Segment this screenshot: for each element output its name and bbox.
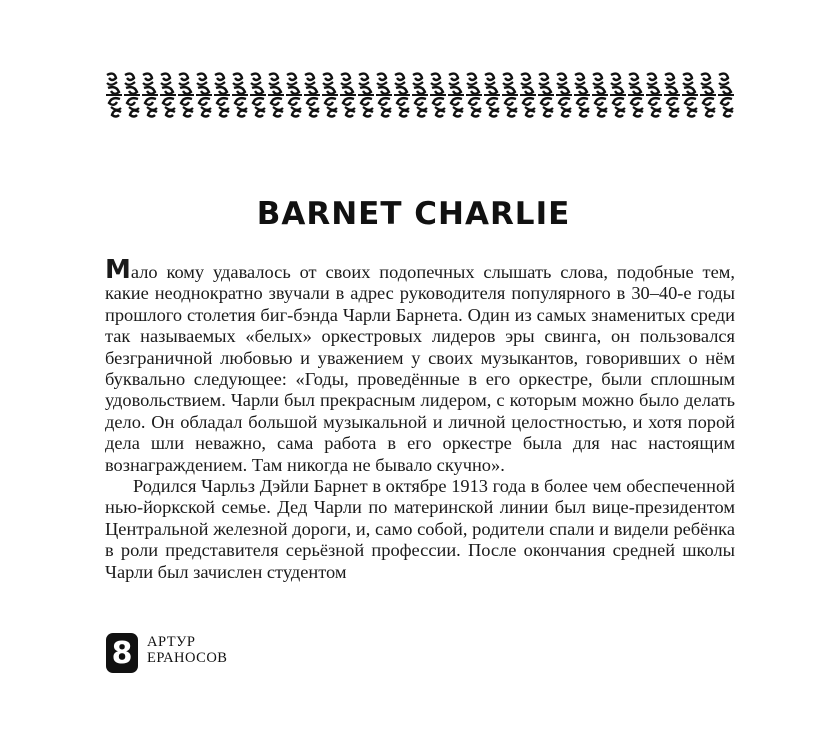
decorative-ornament-border	[105, 72, 735, 118]
author-name	[147, 634, 227, 666]
paragraph-text: ало кому удавалось от своих подопечных слышать слова, подобные тем, какие неоднократно звучали в адрес руководителя популярного в 30–40-е годы прошлого столетия биг-бэнда Чарли Барнета. Один из самых знаменитых среди так называемых «белых» оркестровых лидеров эры свинга, он пользовался безграничной любовью и уважением у своих музыкантов, говоривших о нём буквально следующее: «Годы, проведённые в его оркестре, были сплошным удовольствием. Чарли был прекрасным лидером, с которым можно было делать дело. Он обладал большой музыкальной и личной целостностью, и хотя порой дела шли неважно, сама работа в его оркестре была для нас настоящим вознаграждением. Там никогда не бывало скучно».	[105, 262, 735, 475]
drop-cap: М	[105, 255, 131, 285]
paragraph: Родился Чарльз Дэйли Барнет в октябре 1913 года в более чем обеспеченной нью-йоркской семье. Дед Чарли по материнской линии был вице-президентом Центральной железной дороги, и, само собой, родители спали и видели ребёнка в роли представителя серьёзной профессии. После окончания средней школы Чарли был зачислен студентом	[105, 476, 735, 582]
page-number: 8	[106, 633, 138, 673]
author-first-name: АРТУР	[147, 634, 196, 650]
article-title: BARNET CHARLIE	[256, 196, 571, 232]
author-last-name: ЕРАНОСОВ	[147, 650, 228, 666]
paragraph	[105, 255, 735, 476]
article-body	[105, 255, 735, 583]
